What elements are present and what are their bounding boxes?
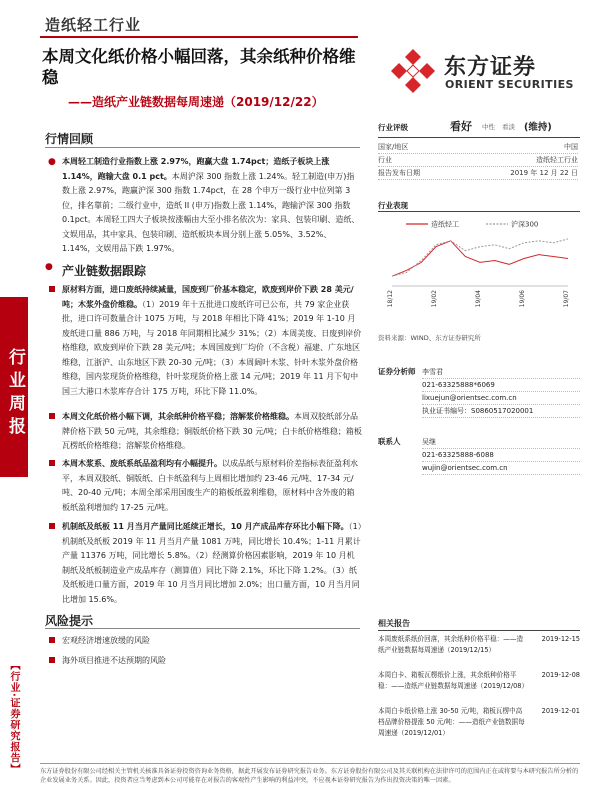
analyst-phone: 021-63325888*6069	[422, 379, 580, 392]
chain-p1-body: （1）2019 年十五批进口废纸许可已公布，共 79 家企业获批，进口许可数量合计 1075 万吨，与 2018 年相比下降 41%；2019 年 1-10 月废纸进口量 886 万吨，与 2018 年同期相比减少 31%；（2）本周美废、日废到岸价格维稳，欧废到岸价下跌 28 美元/吨；本周国废到厂均价（不含税）福建、广东地区维稳，江浙沪、山东地区下跌 20-30 元/吨；（3）本周阔叶木浆、针叶木浆外盘价格维稳，国内浆现货价格维稳，针叶浆现货价格上涨 14 元/吨；2019 年 11 月下旬中国三大港口木浆库存合计 175 万吨，环比下降 11.0%。	[62, 299, 362, 396]
rating-label: 行业评级	[378, 123, 408, 132]
info-row	[378, 141, 578, 154]
chart-svg	[378, 214, 578, 324]
chain-p2-lead: 本周文化纸价格小幅下调，其余纸种价格平稳；溶解浆价格维稳。	[62, 412, 294, 421]
chain-paragraph-3	[62, 457, 362, 515]
chart-source: 资料来源：WIND、东方证券研究所	[378, 334, 481, 342]
report-subtitle: ——造纸产业链数据每周速递（2019/12/22）	[68, 95, 324, 109]
info-row	[378, 167, 578, 180]
rating-rule	[378, 137, 580, 138]
logo-english-name: ORIENT SECURITIES	[445, 78, 574, 91]
chain-p4-body: （1）机制纸及纸板 2019 年 11 月当月产量 1081 万吨，同比增长 10.4%；1-11 月累计产量 11376 万吨，同比增长 5.8%。（2）经测算价格因素影响，2019 年 10 月机制纸及纸板制造业产成品库存（测算值）同比下降 2.1%，环比下降 1.2%。（3）纸及纸板进口量方面，2019 年 10 月当月同比增加 2.0%；出口量方面，10 月当月同比增加 15.6%。	[62, 522, 362, 604]
chain-p3-body: 以成品纸与原材料价差指标表征盈利水平，本周双胶纸、铜版纸、白卡纸盈利与上周相比增加约 23-46 元/吨、17-34 元/吨、20-40 元/吨；本周全部采用国废生产的箱板纸盈利维稳，原材料中含外废的箱板纸盈利增加约 17-25 元/吨。	[62, 459, 358, 512]
market-paragraph	[48, 155, 362, 257]
info-table	[378, 141, 578, 180]
series-line	[392, 239, 568, 276]
chain-p4-lead: 机制纸及纸板 11 月当月产量同比延续正增长，10 月产成品库存环比小幅下降。	[62, 522, 349, 531]
related-item-date: 2019-12-08	[541, 671, 580, 679]
info-row	[378, 154, 578, 167]
analyst-license: 执业证书编号：S0860517020001	[422, 405, 580, 418]
bullet-square-icon	[49, 523, 55, 529]
related-item[interactable]	[378, 706, 580, 739]
related-item-date: 2019-12-15	[541, 635, 580, 643]
chain-paragraph-4	[62, 520, 362, 607]
section-title-chain	[45, 262, 147, 279]
bullet-square-icon	[49, 413, 55, 419]
x-tick-label: 19/02	[431, 290, 438, 308]
contact-label: 联系人	[378, 437, 401, 446]
market-body: 本周沪深 300 指数上涨 1.24%。轻工制造(申万)指数上涨 2.97%，跑赢沪深 300 指数 1.74pct，在 28 个申万一级行业中位列第 3 位，排名靠前；二级行业中，造纸 II (申万)指数上涨 1.14%，跑输沪深 300 指数 0.1pct。本周轻工四大子板块按涨幅由大至小排名依次为：家具、包装印刷、造纸、文娱用品，其中家具、包装印刷、造纸板块本周分别上涨 5.05%、3.52%、1.14%，文娱用品下跌 1.97%。	[62, 171, 360, 253]
related-item[interactable]	[378, 670, 580, 692]
info-key: 行业	[378, 156, 392, 164]
rating-value: 看好	[450, 120, 472, 133]
contact-name: 吴继	[422, 436, 580, 449]
contact-block	[378, 436, 580, 481]
logo-mark-icon	[388, 46, 438, 96]
orient-securities-logo	[388, 46, 578, 102]
related-rule	[378, 630, 580, 631]
industry-label: 造纸轻工行业	[45, 16, 142, 34]
rating-low: 看淡	[502, 123, 515, 131]
report-title: 本周文化纸价格小幅回落，其余纸种价格维稳	[42, 47, 356, 87]
chain-p2-body: 本周双胶纸部分品牌价格下跌 50 元/吨，其余维稳；铜版纸价格下跌 30 元/吨；白卡纸价格维稳；箱板瓦楞纸价格维稳；溶解浆价格维稳。	[62, 412, 362, 450]
rating-maintain: (维持)	[524, 122, 552, 133]
rating-row	[378, 118, 578, 136]
related-item-date: 2019-12-01	[541, 707, 580, 715]
bullet-square-icon	[49, 637, 55, 643]
chart-rule	[378, 211, 580, 212]
section-title-risk: 风险提示	[45, 614, 94, 628]
risk-item-text: 海外项目推进不达预期的风险	[62, 656, 166, 665]
chain-paragraph-1	[62, 283, 362, 399]
risk-item	[62, 654, 362, 669]
industry-performance-chart	[378, 214, 578, 324]
logo-chinese-name: 东方证券	[444, 55, 537, 80]
x-tick-label: 19/04	[475, 290, 482, 308]
footer-rule	[40, 763, 580, 764]
side-vertical-label: 【行业·证券研究报告】	[8, 660, 19, 775]
analyst-email[interactable]: lixuejun@orientsec.com.cn	[422, 392, 580, 405]
section-rule	[45, 147, 360, 148]
related-item-title: 本周白卡、箱板瓦楞纸价上涨，其余纸种价格平稳：——造纸产业链数据每周速递（2019/12/08）	[378, 671, 529, 690]
contact-phone: 021-63325888-6088	[422, 449, 580, 462]
info-value: 中国	[564, 143, 578, 151]
chart-section-title: 行业表现	[378, 201, 408, 210]
x-tick-label: 18/12	[387, 290, 394, 308]
analyst-block	[378, 366, 580, 426]
bullet-square-icon	[49, 286, 55, 292]
bullet-square-icon	[49, 460, 55, 466]
info-value: 2019 年 12 月 22 日	[510, 169, 578, 177]
legend-label: 沪深300	[511, 220, 539, 229]
risk-item	[62, 634, 362, 649]
legend-label: 造纸轻工	[431, 220, 459, 229]
analyst-name: 李雪君	[422, 366, 580, 379]
section-rule	[45, 628, 360, 629]
chain-title-text: 产业链数据跟踪	[62, 264, 147, 278]
series-line	[392, 241, 568, 276]
analyst-label: 证券分析师	[378, 367, 416, 376]
related-item[interactable]	[378, 634, 580, 656]
chain-p1-lead: 原材料方面，进口废纸持续减量，国废到厂价基本稳定，欧废到岸价下跌 28 美元/吨；木浆外盘价维稳。	[62, 285, 354, 309]
disclaimer: 东方证券股份有限公司经相关主管机关核准具备证券投资咨询业务资格，据此开展发布证券研究报告业务。东方证券股份有限公司及其关联机构在法律许可的范围内正在或将要与本研究报告所分析的企业发展业务关系。因此，投资者应当考虑到本公司可能存在对报告的客观性产生影响的利益冲突，不应视本证券研究报告为作出投资决策的唯一因素。	[40, 768, 579, 784]
side-tag: 行业周报	[0, 297, 28, 477]
chain-p3-lead: 本周木浆系、废纸系纸品盈利均有小幅提升。	[62, 459, 222, 468]
rating-mid: 中性	[482, 123, 495, 131]
risk-item-text: 宏观经济增速放缓的风险	[62, 636, 150, 645]
related-item-title: 本周白卡纸价格上涨 30-50 元/吨，箱板瓦楞中高档品牌价格提涨 50 元/吨：——造纸产业链数据每周速递（2019/12/01）	[378, 707, 525, 737]
contact-email[interactable]: wujin@orientsec.com.cn	[422, 462, 580, 475]
x-tick-label: 19/06	[519, 290, 526, 308]
chain-paragraph-2	[62, 410, 362, 454]
info-key: 报告发布日期	[378, 169, 420, 177]
bullet-dot-icon: ●	[48, 157, 56, 167]
info-value: 造纸轻工行业	[536, 156, 578, 164]
bullet-square-icon	[49, 657, 55, 663]
bullet-dot-icon: ●	[45, 262, 53, 272]
market-lead: 本周轻工制造行业指数上涨 2.97%，跑赢大盘 1.74pct；造纸子板块上涨 1.14%，跑输大盘 0.1 pct。	[62, 157, 330, 181]
related-item-title: 本周废纸系纸价回落，其余纸种价格平稳：——造纸产业链数据每周速递（2019/12/15）	[378, 635, 524, 654]
header-rule	[40, 36, 358, 38]
section-title-market: 行情回顾	[45, 132, 94, 146]
related-title: 相关报告	[378, 619, 410, 628]
info-key: 国家/地区	[378, 143, 409, 151]
x-tick-label: 19/07	[563, 290, 570, 308]
